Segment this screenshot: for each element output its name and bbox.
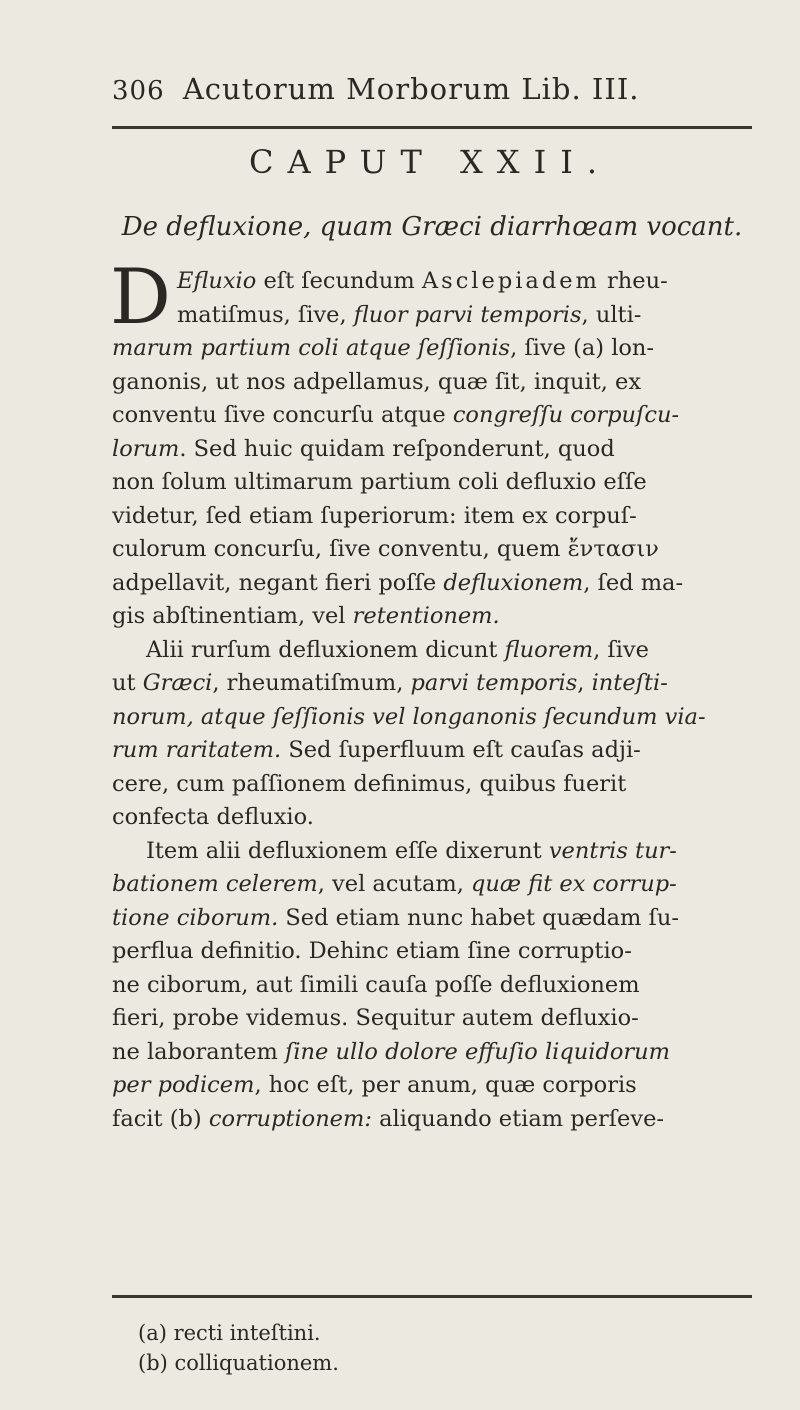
text-line: Alii rurſum defluxionem dicunt fluorem, ſive bbox=[146, 636, 649, 663]
text-line: per podicem, hoc eſt, per anum, quæ corporis bbox=[112, 1072, 637, 1098]
running-head bbox=[112, 72, 752, 106]
text-line: facit (b) corruptionem: aliquando etiam perſeve- bbox=[112, 1105, 664, 1132]
text-line: lorum. Sed huic quidam reſponderunt, quod bbox=[112, 435, 615, 462]
text-line: norum, atque ſeſſionis vel longanonis ſecundum via- bbox=[112, 703, 706, 730]
body-text bbox=[110, 252, 752, 1136]
footnote-rule bbox=[112, 1295, 752, 1298]
text-line: fieri, probe videmus. Sequitur autem defluxio- bbox=[112, 1005, 639, 1031]
drop-cap: D bbox=[110, 252, 171, 341]
header-rule bbox=[112, 126, 752, 129]
text-line: marum partium coli atque ſeſſionis, ſive (a) lon- bbox=[112, 335, 655, 361]
text-line: ut Græci, rheumatiſmum, parvi temporis, inteſti- bbox=[112, 670, 668, 696]
text-line: cere, cum paſſionem definimus, quibus fuerit bbox=[112, 770, 627, 797]
text-line: adpellavit, negant fieri poſſe defluxionem, ſed ma- bbox=[112, 569, 684, 596]
text-line: ne ciborum, aut ſimili cauſa poſſe defluxionem bbox=[112, 971, 640, 998]
text-line: ne laborantem ſine ullo dolore effuſio liquidorum bbox=[112, 1038, 670, 1065]
text-line: tione ciborum. Sed etiam nunc habet quædam ſu- bbox=[112, 904, 679, 931]
text-line: Item alii defluxionem eſſe dixerunt ventris tur- bbox=[146, 837, 677, 864]
greek-word: ἔντασιν bbox=[567, 536, 659, 562]
chapter-title: De defluxione, quam Græci diarrhœam vocant. bbox=[121, 212, 743, 242]
running-title: Acutorum Morborum Lib. III. bbox=[182, 72, 640, 106]
footnote-a: (a) recti inteſtini. bbox=[138, 1321, 321, 1345]
text-line: non ſolum ultimarum partium coli defluxio eſſe bbox=[112, 469, 647, 495]
chapter-number: CAPUT XXII. bbox=[248, 143, 612, 181]
text-line: culorum concurſu, ſive conventu, quem ἔντασιν bbox=[112, 536, 659, 562]
text-line: rum raritatem. Sed ſuperfluum eſt cauſas adji- bbox=[112, 737, 641, 763]
footnote-b: (b) colliquationem. bbox=[138, 1351, 339, 1375]
text-line: D Efluxio eſt ſecundum Asclepiadem rheu- bbox=[110, 252, 668, 341]
text-line: gis abſtinentiam, vel retentionem. bbox=[112, 603, 500, 629]
text-line: ganonis, ut nos adpellamus, quæ ſit, inquit, ex bbox=[112, 368, 642, 395]
text-line: perflua definitio. Dehinc etiam ſine corruptio- bbox=[112, 938, 632, 964]
footnotes bbox=[138, 1318, 738, 1378]
text-line: confecta defluxio. bbox=[112, 804, 314, 830]
page-number: 306 bbox=[112, 76, 165, 106]
text-line: matiſmus, ſive, fluor parvi temporis, ulti- bbox=[176, 301, 642, 328]
text-line: conventu ſive concurſu atque congreſſu corpuſcu- bbox=[112, 402, 680, 428]
text-line: bationem celerem, vel acutam, quæ fit ex corrup- bbox=[112, 871, 677, 897]
text-line: videtur, ſed etiam ſuperiorum: item ex corpuſ- bbox=[112, 502, 637, 529]
